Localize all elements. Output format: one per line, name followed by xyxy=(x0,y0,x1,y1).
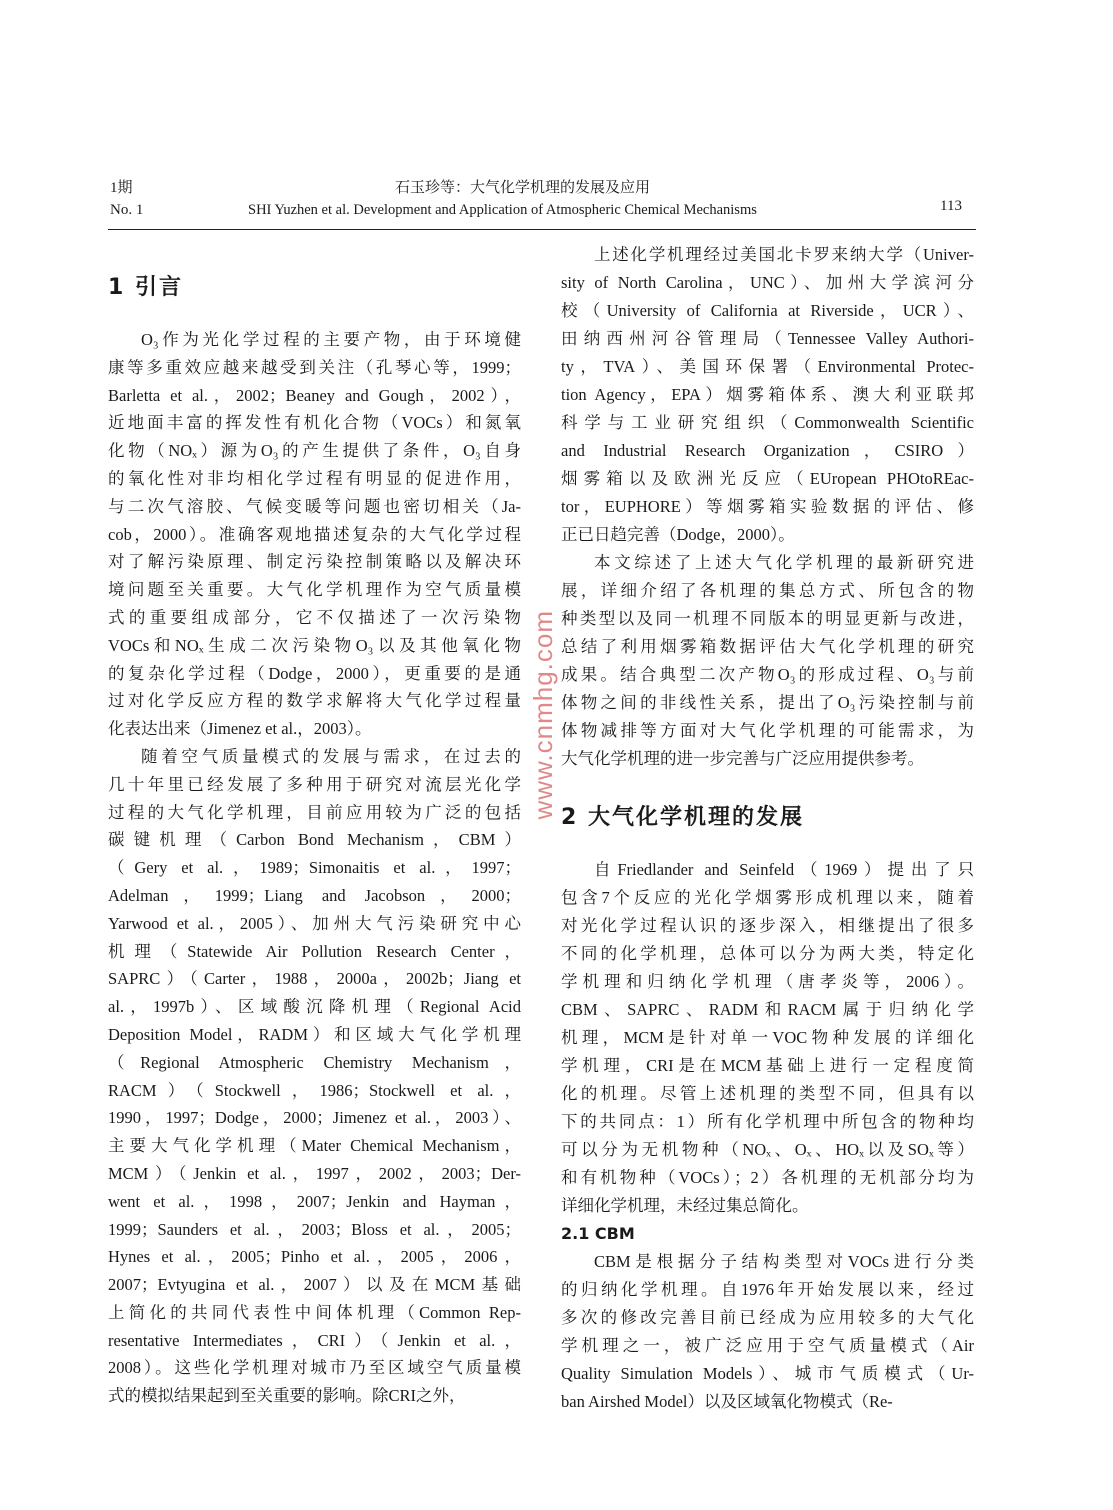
text-line: 烟雾箱以及欧洲光反应（EUropean PHOtoREac- xyxy=(561,469,974,488)
text-line: 正已日趋完善（Dodge，2000）。 xyxy=(561,525,795,544)
text-line: （Gery et al.，1989；Simonaitis et al.，1997； xyxy=(108,858,521,878)
text-line: 2008）。这些化学机理对城市乃至区域空气质量模 xyxy=(108,1358,521,1378)
text-line: Adelman，1999；Liang and Jacobson，2000； xyxy=(108,885,521,905)
issue-en: No. 1 xyxy=(110,202,144,218)
text-line: 不同的化学机理，总体可以分为两大类，特定化 xyxy=(561,944,974,963)
text-line: Deposition Model，RADM）和区域大气化学机理 xyxy=(108,1024,521,1044)
text-line: 过程的大气化学机理，目前应用较为广泛的包括 xyxy=(108,802,521,822)
text-line: MCM）（Jenkin et al.，1997，2002，2003；Der- xyxy=(108,1163,521,1183)
text-line: 田纳西州河谷管理局（Tennessee Valley Authori- xyxy=(561,329,974,348)
text-line: 学机理之一，被广泛应用于空气质量模式（Air xyxy=(561,1336,974,1355)
right-column-bottom xyxy=(561,856,974,1416)
text-line: 化的机理。尽管上述机理的类型不同，但具有以 xyxy=(561,1084,974,1103)
text-line: CBM、SAPRC、RADM和RACM属于归纳化学 xyxy=(561,1000,974,1019)
text-line: SAPRC）（Carter，1988，2000a，2002b；Jiang et xyxy=(108,969,521,989)
issue-cn: 1期 xyxy=(110,180,133,196)
text-line: went et al.，1998，2007；Jenkin and Hayman， xyxy=(108,1191,521,1211)
text-line: 学机理和归纳化学机理（唐孝炎等，2006）。 xyxy=(561,972,974,991)
text-line: Barletta et al.，2002；Beaney and Gough，2002）， xyxy=(108,385,521,405)
text-line: 可以分为无机物种（NOₓ、Oₓ、HOₓ以及SOₓ等） xyxy=(561,1140,974,1159)
text-line: tion Agency，EPA）烟雾箱体系、澳大利亚联邦 xyxy=(561,385,974,404)
text-line: 1999；Saunders et al.，2003；Bloss et al.，2005； xyxy=(108,1219,521,1239)
text-line: 1990，1997；Dodge，2000；Jimenez et al.，2003）、 xyxy=(108,1108,521,1128)
text-line: 种类型以及同一机理不同版本的明显更新与改进， xyxy=(561,609,974,628)
text-line: 下的共同点：1）所有化学机理中所包含的物种均 xyxy=(561,1112,974,1131)
text-line: 体物减排等方面对大气化学机理的可能需求，为 xyxy=(561,721,974,740)
text-line: 上述化学机理经过美国北卡罗来纳大学（Univer- xyxy=(594,245,974,264)
right-column-top xyxy=(561,241,974,773)
text-line: 大气化学机理的进一步完善与广泛应用提供参考。 xyxy=(561,749,924,768)
left-column xyxy=(108,326,521,1410)
text-line: 校（University of California at Riverside，UCR）、 xyxy=(561,301,974,320)
text-line: cob，2000）。准确客观地描述复杂的大气化学过程 xyxy=(108,524,521,544)
text-line: Hynes et al.，2005；Pinho et al.，2005，2006， xyxy=(108,1247,521,1267)
text-line: Quality Simulation Models）、城市气质模式（Ur- xyxy=(561,1364,974,1383)
text-line: 的归纳化学机理。自1976年开始发展以来，经过 xyxy=(561,1280,974,1299)
text-line: （Regional Atmospheric Chemistry Mechanism， xyxy=(108,1052,521,1072)
text-line: 成果。结合典型二次产物O₃的形成过程、O₃与前 xyxy=(561,665,974,684)
text-line: 式的重要组成部分，它不仅描述了一次污染物 xyxy=(108,607,521,627)
text-line: 总结了利用烟雾箱数据评估大气化学机理的研究 xyxy=(561,637,974,656)
text-line: Yarwood et al.，2005）、加州大气污染研究中心 xyxy=(108,913,521,933)
text-line: 上简化的共同代表性中间体机理（Common Rep- xyxy=(108,1302,521,1322)
text-line: 对了解污染原理、制定污染控制策略以及解决环 xyxy=(108,552,521,572)
text-line: 式的模拟结果起到至关重要的影响。除CRI之外， xyxy=(108,1386,466,1406)
text-line: 科学与工业研究组织（Commonwealth Scientific xyxy=(561,413,974,432)
text-line: ban Airshed Model）以及区域氧化物模式（Re- xyxy=(561,1392,893,1411)
text-line: 过对化学反应方程的数学求解将大气化学过程量 xyxy=(108,691,521,711)
page-number: 113 xyxy=(940,198,962,214)
text-line: RACM）（Stockwell，1986；Stockwell et al.， xyxy=(108,1080,521,1100)
text-line: 2007；Evtyugina et al.，2007）以及在MCM基础 xyxy=(108,1275,521,1295)
text-line: 近地面丰富的挥发性有机化合物（VOCs）和氮氧 xyxy=(108,413,521,433)
text-line: and Industrial Research Organization，CSIRO） xyxy=(561,441,974,460)
subsection-heading: 2.1 CBM xyxy=(561,1224,635,1243)
text-line: 学机理，CRI是在MCM基础上进行一定程度简 xyxy=(561,1056,974,1075)
text-line: CBM是根据分子结构类型对VOCs进行分类 xyxy=(594,1252,974,1271)
text-line: 康等多重效应越来越受到关注（孔琴心等，1999； xyxy=(108,357,521,377)
text-line: 体物之间的非线性关系，提出了O₃污染控制与前 xyxy=(561,693,974,712)
running-title-cn: 石玉珍等：大气化学机理的发展及应用 xyxy=(395,180,651,196)
text-line: 化表达出来（Jimenez et al.，2003）。 xyxy=(108,719,372,739)
text-line: tor，EUPHORE）等烟雾箱实验数据的评估、修 xyxy=(561,497,974,516)
text-line: VOCs和NOₓ生成二次污染物O₃以及其他氧化物 xyxy=(108,635,521,655)
text-line: 的氧化性对非均相化学过程有明显的促进作用， xyxy=(108,468,521,488)
watermark: www.cnmhg.com xyxy=(528,610,558,820)
text-line: 境问题至关重要。大气化学机理作为空气质量模 xyxy=(108,580,521,600)
text-line: 本文综述了上述大气化学机理的最新研究进 xyxy=(594,553,974,572)
text-line: 几十年里已经发展了多种用于研究对流层光化学 xyxy=(108,774,521,794)
text-line: 展，详细介绍了各机理的集总方式、所包含的物 xyxy=(561,581,974,600)
text-line: 主要大气化学机理（Mater Chemical Mechanism， xyxy=(108,1136,521,1156)
text-line: 机理（Statewide Air Pollution Research Center， xyxy=(108,941,521,961)
text-line: ty，TVA）、美国环保署（Environmental Protec- xyxy=(561,357,974,376)
text-line: sity of North Carolina，UNC）、加州大学滨河分 xyxy=(561,273,974,292)
text-line: 碳键机理（Carbon Bond Mechanism，CBM） xyxy=(108,830,521,850)
text-line: O₃作为光化学过程的主要产物，由于环境健 xyxy=(141,330,521,349)
text-line: 自Friedlander and Seinfeld（1969）提出了只 xyxy=(594,860,974,879)
text-line: 机理，MCM是针对单一VOC物种发展的详细化 xyxy=(561,1028,974,1047)
running-title-en: SHI Yuzhen et al. Development and Application of Atmospheric Chemical Mechanisms xyxy=(248,202,757,218)
text-line: resentative Intermediates，CRI）（Jenkin et al.， xyxy=(108,1330,521,1350)
header-rule xyxy=(108,229,976,230)
text-line: 与二次气溶胶、气候变暖等问题也密切相关（Ja- xyxy=(108,496,521,516)
section-2-heading: 2 大气化学机理的发展 xyxy=(561,805,804,830)
text-line: 详细化学机理，未经过集总简化。 xyxy=(561,1196,809,1215)
text-line: 多次的修改完善目前已经成为应用较多的大气化 xyxy=(561,1308,974,1327)
text-line: 对光化学过程认识的逐步深入，相继提出了很多 xyxy=(561,916,974,935)
text-line: 随着空气质量模式的发展与需求，在过去的 xyxy=(141,746,521,766)
text-line: al.，1997b）、区域酸沉降机理（Regional Acid xyxy=(108,997,521,1017)
text-line: 包含7个反应的光化学烟雾形成机理以来，随着 xyxy=(561,888,974,907)
section-1-heading: 1 引言 xyxy=(108,275,183,300)
text-line: 化物（NOₓ）源为O₃的产生提供了条件，O₃自身 xyxy=(108,441,521,461)
text-line: 和有机物种（VOCs）；2）各机理的无机部分均为 xyxy=(561,1168,974,1187)
text-line: 的复杂化学过程（Dodge，2000），更重要的是通 xyxy=(108,663,521,683)
